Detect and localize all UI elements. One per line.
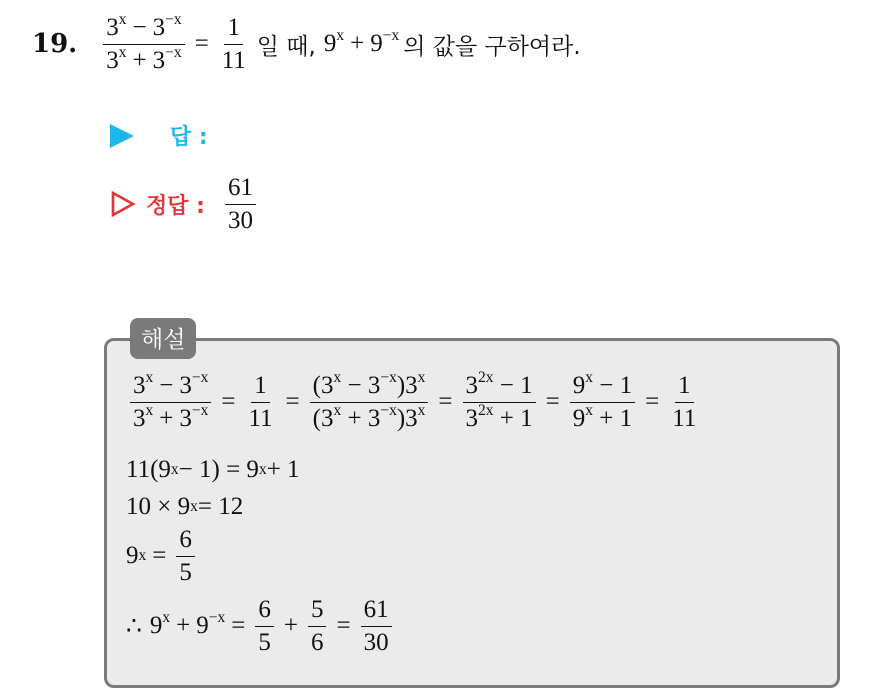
solution-tag: 해설 [130, 318, 196, 359]
equals-sign: = [438, 388, 453, 415]
equals-sign: = [285, 388, 300, 415]
problem-when-text: 일 때, [256, 33, 316, 60]
equals-sign: = [645, 388, 660, 415]
equals-sign: = [545, 388, 560, 415]
problem-expression: $9^x + 9^{-x}$ [323, 26, 400, 57]
solution-fraction: $\frac{61}{30}$ [361, 596, 392, 656]
solution-line-5: ∴ 9$^x$ + $9^{-x}$ = $\frac{6}{5}$ + $\frac{5}{6}$ = $\frac{61}{30}$ [126, 596, 396, 656]
outline-triangle-icon [110, 191, 136, 217]
problem-statement [32, 10, 581, 74]
solution-fraction: $\frac{3^x - 3^{-x}}{3^x + 3^{-x}}$ [130, 372, 211, 432]
solution-fraction: $\frac{6}{5}$ [176, 526, 195, 586]
question-number: 19. [32, 29, 78, 59]
therefore-symbol: ∴ [126, 613, 142, 640]
correct-answer-fraction: $\frac{61}{30}$ [225, 174, 256, 234]
solution-fraction: $\frac{(3^x - 3^{-x})3^x}{(3^x + 3^{-x})3^x}$ [310, 372, 429, 432]
solution-line-3: 10 × 9 x = 12 [126, 493, 244, 520]
solution-fraction: $\frac{1}{11}$ [672, 372, 697, 432]
solution-fraction: $\frac{3^{2x} - 1}{3^{2x} + 1}$ [463, 372, 536, 432]
solution-fraction: $\frac{9^x - 1}{9^x + 1}$ [570, 372, 635, 432]
problem-lhs-fraction [103, 10, 184, 74]
fraction-denominator: $3^x + 3^{-x}$ [106, 43, 182, 74]
solution-fraction: $\frac{6}{5}$ [255, 596, 274, 656]
equals-sign: = [221, 388, 236, 415]
equals-sign: = [194, 30, 209, 57]
correct-answer-row [110, 174, 260, 234]
solution-fraction: $\frac{1}{11}$ [248, 372, 273, 432]
correct-answer-label: 정답 : [146, 193, 205, 219]
play-triangle-icon [110, 124, 134, 148]
solution-line-4: 9 x = $\frac{6}{5}$ [126, 526, 199, 586]
solution-line-2: 11(9 x − 1) = 9 x + 1 [126, 456, 300, 483]
fraction-numerator: $3^x - 3^{-x}$ [103, 14, 184, 45]
answer-row [110, 120, 208, 151]
answer-label: 답 : [170, 125, 208, 150]
solution-line-1 [126, 368, 703, 432]
solution-fraction: $\frac{5}{6}$ [308, 596, 327, 656]
problem-ask-text: 의 값을 구하여라. [403, 33, 581, 60]
problem-rhs-fraction: $\frac{1}{11}$ [221, 14, 246, 74]
